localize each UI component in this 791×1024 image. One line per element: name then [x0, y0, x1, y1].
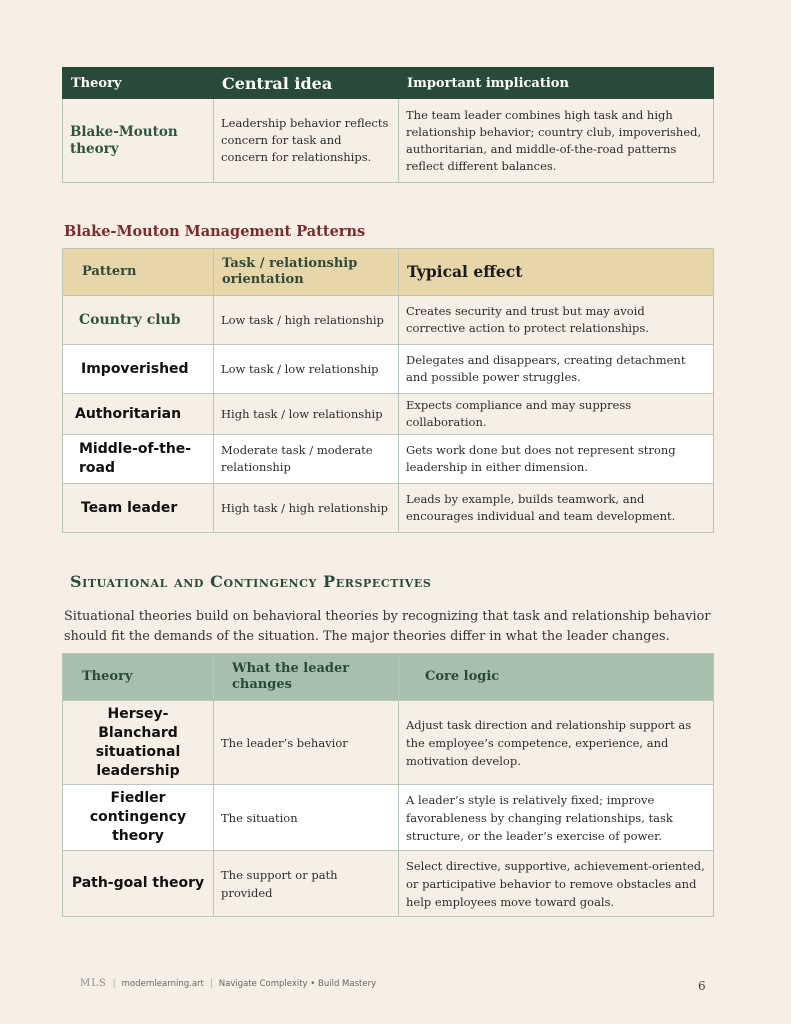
table-row	[63, 851, 714, 917]
table-row	[63, 435, 714, 484]
theory-name-cell: Blake-Mouton theory	[63, 99, 214, 183]
footer-divider: |	[209, 978, 213, 989]
changes-cell: The situation	[214, 785, 399, 851]
pattern-cell: Authoritarian	[63, 394, 214, 435]
effect-cell: Creates security and trust but may avoid corrective action to protect relationships.	[399, 296, 714, 345]
section-heading-management-patterns: Blake-Mouton Management Patterns	[64, 223, 366, 240]
effect-cell: Expects compliance and may suppress collaboration.	[399, 394, 714, 435]
implication-cell: The team leader combines high task and high relationship behavior; country club, impoverished, authoritarian, and middle-of-the-road patterns reflect different balances.	[399, 99, 714, 183]
footer-site: modernlearning.art	[121, 978, 204, 989]
table-header-row	[63, 68, 714, 99]
column-header-typical-effect: Typical effect	[399, 249, 714, 296]
effect-cell: Leads by example, builds teamwork, and encourages individual and team development.	[399, 484, 714, 533]
theory-cell: Fiedler contingency theory	[63, 785, 214, 851]
column-header-core-logic: Core logic	[399, 654, 714, 701]
column-header-pattern: Pattern	[63, 249, 214, 296]
logic-cell: A leader’s style is relatively fixed; improve favorableness by changing relationships, task structure, or the leader’s exercise of power.	[399, 785, 714, 851]
table-row	[63, 99, 714, 183]
footer-divider: |	[112, 978, 116, 989]
orientation-cell: Low task / high relationship	[214, 296, 399, 345]
column-header-theory: Theory	[63, 654, 214, 701]
orientation-cell: High task / high relationship	[214, 484, 399, 533]
page-footer	[80, 978, 376, 989]
table-row	[63, 394, 714, 435]
logic-cell: Adjust task direction and relationship support as the employee’s competence, experience, and motivation develop.	[399, 701, 714, 785]
orientation-cell: High task / low relationship	[214, 394, 399, 435]
logic-cell: Select directive, supportive, achievement-oriented, or participative behavior to remove obstacles and help employees move toward goals.	[399, 851, 714, 917]
table-row	[63, 296, 714, 345]
section-intro-paragraph: Situational theories build on behavioral theories by recognizing that task and relationship behavior should fit the demands of the situation. The major theories differ in what the leader changes.	[64, 609, 711, 644]
column-header-what-changes: What the leader changes	[214, 654, 399, 701]
orientation-cell: Moderate task / moderate relationship	[214, 435, 399, 484]
brand-logo: MLS	[80, 978, 107, 989]
pattern-cell: Middle-of-the-road	[63, 435, 214, 484]
column-header-theory: Theory	[63, 68, 214, 99]
situational-theories-table	[62, 653, 714, 917]
theory-summary-table	[62, 67, 714, 183]
column-header-central-idea: Central idea	[214, 68, 399, 99]
section-heading-situational-perspectives: Situational and Contingency Perspectives	[70, 572, 432, 591]
theory-cell: Path-goal theory	[63, 851, 214, 917]
changes-cell: The support or path provided	[214, 851, 399, 917]
management-patterns-table	[62, 248, 714, 533]
footer-tagline: Navigate Complexity • Build Mastery	[218, 978, 377, 989]
table-row	[63, 345, 714, 394]
effect-cell: Delegates and disappears, creating detachment and possible power struggles.	[399, 345, 714, 394]
table-row	[63, 785, 714, 851]
column-header-important-implication: Important implication	[399, 68, 714, 99]
central-idea-cell: Leadership behavior reflects concern for task and concern for relationships.	[214, 99, 399, 183]
theory-cell: Hersey-Blanchard situational leadership	[63, 701, 214, 785]
table-header-row	[63, 249, 714, 296]
pattern-cell: Impoverished	[63, 345, 214, 394]
pattern-cell: Country club	[63, 296, 214, 345]
table-row	[63, 484, 714, 533]
column-header-orientation: Task / relationship orientation	[214, 249, 399, 296]
effect-cell: Gets work done but does not represent strong leadership in either dimension.	[399, 435, 714, 484]
page-number: 6	[698, 979, 706, 993]
changes-cell: The leader’s behavior	[214, 701, 399, 785]
pattern-cell: Team leader	[63, 484, 214, 533]
orientation-cell: Low task / low relationship	[214, 345, 399, 394]
table-header-row	[63, 654, 714, 701]
table-row	[63, 701, 714, 785]
